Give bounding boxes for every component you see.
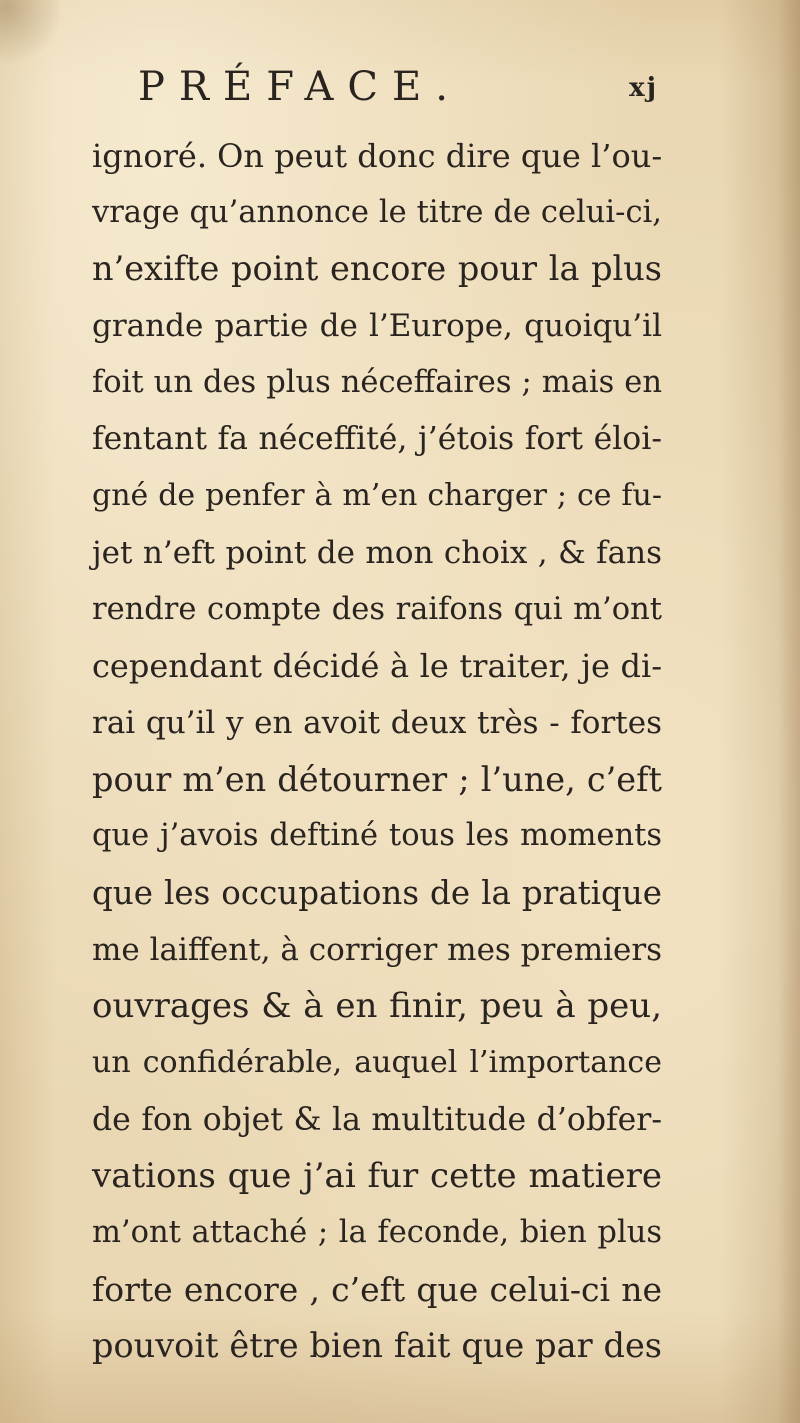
- text-line: me laiffent, à corriger mes premiers: [92, 931, 663, 968]
- text-line: ignoré. On peut donc dire que l’ou-: [92, 137, 663, 175]
- paper-stain: [0, 0, 60, 70]
- text-line: gné de penfer à m’en charger ; ce fu-: [92, 478, 662, 514]
- text-line: un confidérable, auquel l’importance: [92, 1045, 662, 1080]
- text-line: m’ont attaché ; la feconde, bien plus: [92, 1215, 662, 1251]
- text-line: forte encore , c’eft que celui-ci ne: [92, 1269, 662, 1309]
- text-line: jet n’eft point de mon choix , & fans: [92, 534, 662, 571]
- page-edge-shadow: [778, 0, 800, 1423]
- running-head: [138, 62, 658, 112]
- running-head-title: PRÉFACE.: [138, 64, 462, 110]
- text-line: que j’avois deftiné tous les moments: [92, 818, 662, 854]
- text-line: vations que j’ai fur cette matiere: [92, 1156, 662, 1197]
- text-line: ouvrages & à en finir, peu à peu,: [92, 986, 662, 1027]
- page-number: xj: [629, 73, 658, 103]
- text-line: rendre compte des raifons qui m’ont: [92, 591, 662, 627]
- text-line: foit un des plus néceffaires ; mais en: [92, 364, 662, 400]
- text-line: pour m’en détourner ; l’une, c’eft: [92, 759, 662, 799]
- text-line: que les occupations de la pratique: [92, 873, 662, 912]
- text-line: vrage qu’annonce le titre de celui-ci,: [92, 194, 662, 230]
- text-line: rai qu’il y en avoit deux très - fortes: [92, 704, 662, 741]
- text-line: pouvoit être bien fait que par des: [92, 1326, 662, 1366]
- text-line: de fon objet & la multitude d’obfer-: [92, 1101, 662, 1138]
- text-line: cependant décidé à le traiter, je di-: [92, 647, 662, 686]
- text-line: fentant fa néceffité, j’étois fort éloi-: [92, 421, 662, 458]
- body-text: [92, 128, 662, 1375]
- text-line: grande partie de l’Europe, quoiqu’il: [92, 308, 662, 345]
- text-line: n’exifte point encore pour la plus: [92, 249, 662, 289]
